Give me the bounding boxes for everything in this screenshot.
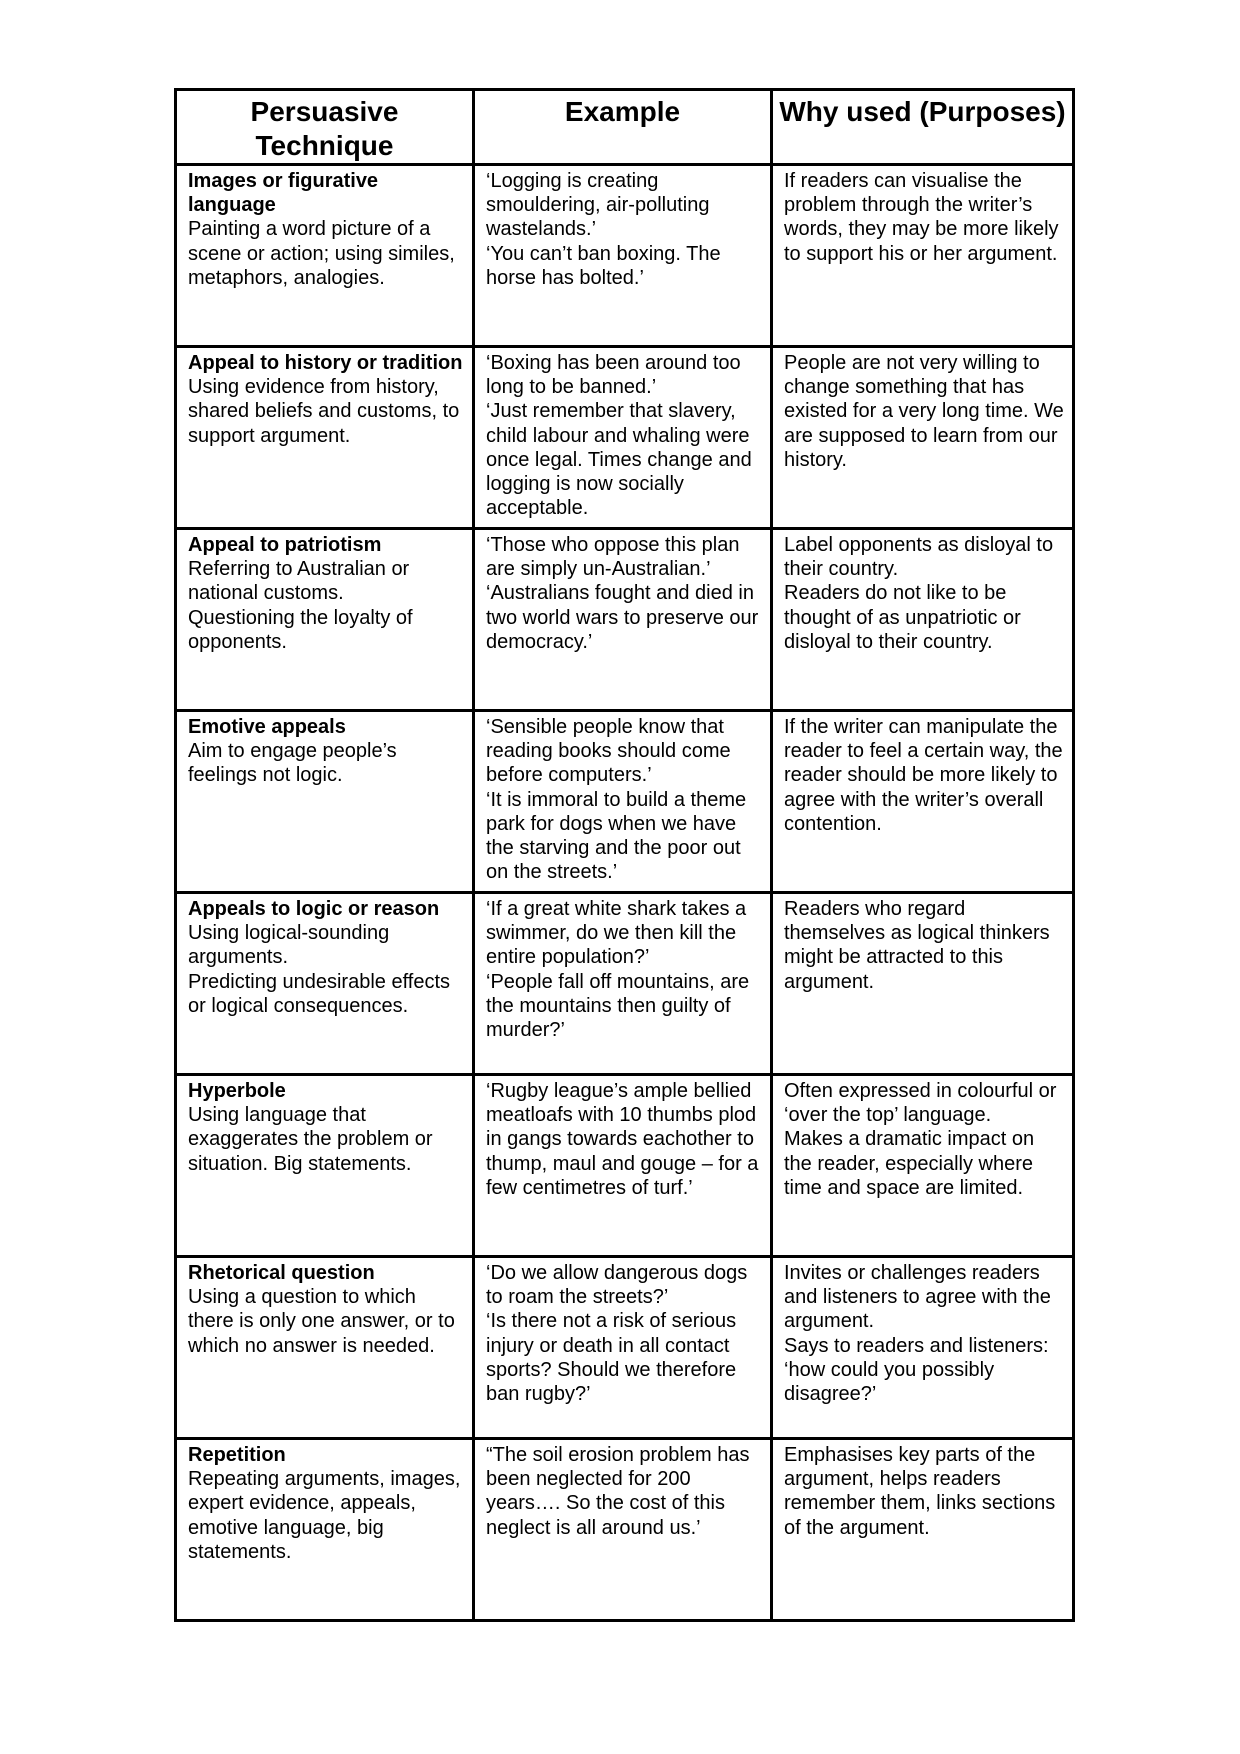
example-quote: ‘Boxing has been around too long to be banned.’ — [486, 352, 741, 399]
purpose-text: People are not very willing to change something that has existed for a very long time. We are supposed to learn from our history. — [784, 352, 1064, 471]
table-row — [176, 165, 1074, 347]
technique-name: Appeal to patriotism — [188, 534, 382, 556]
purpose-cell — [772, 165, 1074, 347]
technique-name: Images or figurative language — [188, 170, 379, 217]
purpose-text: If the writer can manipulate the reader to feel a certain way, the reader should be more likely to agree with the writer’s overall contention. — [784, 716, 1063, 835]
header-example: Example — [474, 90, 772, 165]
purpose-text: Makes a dramatic impact on the reader, especially where time and space are limited. — [784, 1128, 1035, 1199]
example-quote: ‘Those who oppose this plan are simply un-Australian.’ — [486, 534, 740, 581]
header-row — [176, 90, 1074, 165]
example-cell — [474, 165, 772, 347]
purpose-cell — [772, 347, 1074, 529]
example-quote: ‘Logging is creating smouldering, air-polluting wastelands.’ — [486, 170, 710, 241]
technique-description: Using evidence from history, shared beliefs and customs, to support argument. — [188, 376, 460, 447]
header-purpose: Why used (Purposes) — [772, 90, 1074, 165]
example-quote: ‘Is there not a risk of serious injury or death in all contact sports? Should we therefore ban rugby?’ — [486, 1310, 737, 1406]
purpose-cell — [772, 1257, 1074, 1439]
technique-name: Appeals to logic or reason — [188, 898, 440, 920]
technique-description: Questioning the loyalty of opponents. — [188, 606, 413, 653]
technique-cell — [176, 1439, 474, 1621]
persuasive-techniques-table — [174, 88, 1075, 1622]
example-cell — [474, 347, 772, 529]
technique-name: Rhetorical question — [188, 1262, 375, 1284]
technique-description: Using logical-sounding arguments. — [188, 922, 390, 969]
technique-cell — [176, 1075, 474, 1257]
example-quote: ‘Do we allow dangerous dogs to roam the streets?’ — [486, 1262, 748, 1309]
table-row — [176, 1439, 1074, 1621]
table-row — [176, 1075, 1074, 1257]
example-cell — [474, 1257, 772, 1439]
technique-description: Repeating arguments, images, expert evidence, appeals, emotive language, big statements. — [188, 1468, 461, 1563]
example-quote: ‘You can’t ban boxing. The horse has bolted.’ — [486, 242, 721, 289]
purpose-text: Often expressed in colourful or ‘over the top’ language. — [784, 1080, 1057, 1127]
example-quote: ‘Rugby league’s ample bellied meatloafs with 10 thumbs plod in gangs towards eachother to thump, maul and gouge – for a few centimetres of turf.’ — [486, 1080, 759, 1199]
technique-description: Predicting undesirable effects or logical consequences. — [188, 970, 451, 1017]
table-row — [176, 529, 1074, 711]
technique-cell — [176, 347, 474, 529]
table-row — [176, 893, 1074, 1075]
technique-description: Referring to Australian or national customs. — [188, 558, 410, 605]
purpose-text: Readers who regard themselves as logical thinkers might be attracted to this argument. — [784, 898, 1050, 993]
header-technique: Persuasive Technique — [176, 90, 474, 165]
table-row — [176, 711, 1074, 893]
technique-description: Painting a word picture of a scene or action; using similes, metaphors, analogies. — [188, 218, 455, 289]
purpose-cell — [772, 1075, 1074, 1257]
technique-name: Appeal to history or tradition — [188, 352, 463, 374]
example-cell — [474, 529, 772, 711]
table-row — [176, 1257, 1074, 1439]
technique-description: Using language that exaggerates the problem or situation. Big statements. — [188, 1104, 433, 1175]
purpose-cell — [772, 893, 1074, 1075]
example-quote: ‘If a great white shark takes a swimmer, do we then kill the entire population?’ — [486, 898, 747, 969]
purpose-text: Says to readers and listeners: ‘how could you possibly disagree?’ — [784, 1334, 1049, 1406]
purpose-text: Readers do not like to be thought of as unpatriotic or disloyal to their country. — [784, 582, 1021, 653]
table-body — [176, 165, 1074, 1621]
example-quote: ‘It is immoral to build a theme park for dogs when we have the starving and the poor out on the streets.’ — [486, 788, 747, 884]
purpose-cell — [772, 529, 1074, 711]
technique-cell — [176, 1257, 474, 1439]
example-quote: ‘Australians fought and died in two world wars to preserve our democracy.’ — [486, 582, 759, 653]
purpose-text: Invites or challenges readers and listeners to agree with the argument. — [784, 1262, 1051, 1333]
technique-cell — [176, 893, 474, 1075]
technique-description: Aim to engage people’s feelings not logic. — [188, 740, 397, 787]
purpose-text: Emphasises key parts of the argument, helps readers remember them, links sections of the argument. — [784, 1444, 1056, 1539]
purpose-text: If readers can visualise the problem through the writer’s words, they may be more likely to support his or her argument. — [784, 170, 1059, 265]
technique-name: Emotive appeals — [188, 716, 346, 738]
technique-description: Using a question to which there is only one answer, or to which no answer is needed. — [188, 1286, 455, 1357]
technique-cell — [176, 529, 474, 711]
purpose-text: Label opponents as disloyal to their country. — [784, 534, 1054, 581]
table-row — [176, 347, 1074, 529]
example-cell — [474, 711, 772, 893]
technique-name: Hyperbole — [188, 1080, 286, 1102]
example-cell — [474, 1075, 772, 1257]
technique-cell — [176, 711, 474, 893]
purpose-cell — [772, 1439, 1074, 1621]
purpose-cell — [772, 711, 1074, 893]
technique-name: Repetition — [188, 1444, 286, 1466]
example-quote: ‘Sensible people know that reading books should come before computers.’ — [486, 716, 731, 787]
technique-cell — [176, 165, 474, 347]
example-quote: ‘Just remember that slavery, child labour and whaling were once legal. Times change and logging is now socially acceptable. — [486, 400, 752, 520]
example-quote: “The soil erosion problem has been neglected for 200 years…. So the cost of this neglect is all around us.’ — [486, 1444, 750, 1539]
example-cell — [474, 1439, 772, 1621]
example-cell — [474, 893, 772, 1075]
example-quote: ‘People fall off mountains, are the mountains then guilty of murder?’ — [486, 970, 750, 1042]
